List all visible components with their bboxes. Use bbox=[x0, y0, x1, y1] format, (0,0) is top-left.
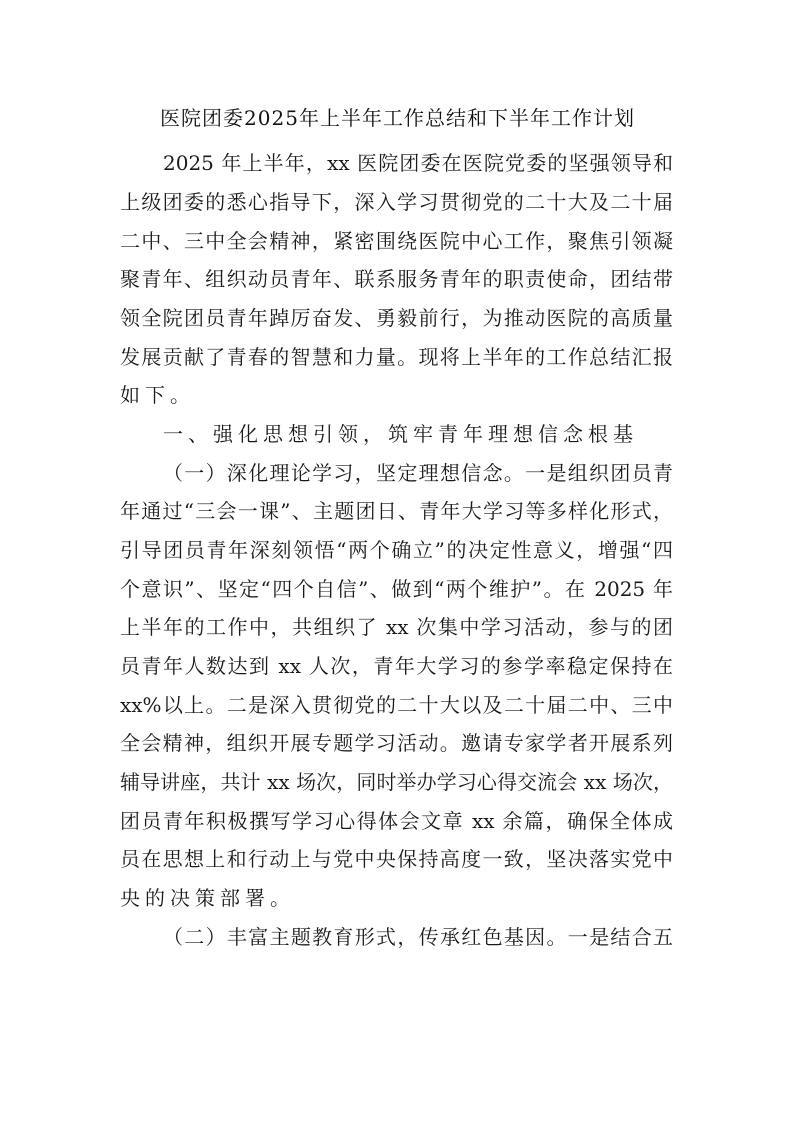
intro-paragraph-line: 领全院团员青年踔厉奋发、勇毅前行，为推动医院的高质量 bbox=[120, 306, 673, 330]
subsection-1-line: 年通过“三会一课”、主题团日、青年大学习等多样化形式， bbox=[120, 499, 673, 523]
subsection-1-line: 引导团员青年深刻领悟“两个确立”的决定性意义，增强“四 bbox=[120, 538, 673, 562]
section-heading-1: 一、强化思想引领，筑牢青年理想信念根基 bbox=[163, 422, 638, 446]
subsection-1-line: 央的决策部署。 bbox=[120, 886, 295, 910]
subsection-1-line: （一）深化理论学习，坚定理想信念。一是组织团员青 bbox=[163, 461, 673, 485]
subsection-1-line: 辅导讲座，共计 xx 场次，同时举办学习心得交流会 xx 场次， bbox=[120, 770, 673, 794]
subsection-1-line: 团员青年积极撰写学习心得体会文章 xx 余篇，确保全体成 bbox=[120, 809, 673, 833]
document-title: 医院团委2025年上半年工作总结和下半年工作计划 bbox=[160, 106, 635, 130]
intro-paragraph-line: 二中、三中全会精神，紧密围绕医院中心工作，聚焦引领凝 bbox=[120, 229, 673, 253]
intro-paragraph-line: 上级团委的悉心指导下，深入学习贯彻党的二十大及二十届 bbox=[120, 190, 673, 214]
subsection-1-line: 员青年人数达到 xx 人次，青年大学习的参学率稳定保持在 bbox=[120, 654, 673, 678]
subsection-2-line: （二）丰富主题教育形式，传承红色基因。一是结合五 bbox=[163, 925, 673, 949]
subsection-1-line: 全会精神，组织开展专题学习活动。邀请专家学者开展系列 bbox=[120, 731, 673, 755]
intro-paragraph-line: 如下。 bbox=[120, 383, 195, 407]
subsection-1-line: xx%以上。二是深入贯彻党的二十大以及二十届二中、三中 bbox=[120, 693, 673, 717]
subsection-1-line: 个意识”、坚定“四个自信”、做到“两个维护”。在 2025 年 bbox=[120, 577, 673, 601]
subsection-1-line: 上半年的工作中，共组织了 xx 次集中学习活动，参与的团 bbox=[120, 615, 673, 639]
intro-paragraph-line: 聚青年、组织动员青年、联系服务青年的职责使命，团结带 bbox=[120, 267, 673, 291]
subsection-1-line: 员在思想上和行动上与党中央保持高度一致，坚决落实党中 bbox=[120, 847, 673, 871]
intro-paragraph-line: 发展贡献了青春的智慧和力量。现将上半年的工作总结汇报 bbox=[120, 345, 673, 369]
intro-paragraph-line: 2025 年上半年，xx 医院团委在医院党委的坚强领导和 bbox=[163, 151, 673, 175]
